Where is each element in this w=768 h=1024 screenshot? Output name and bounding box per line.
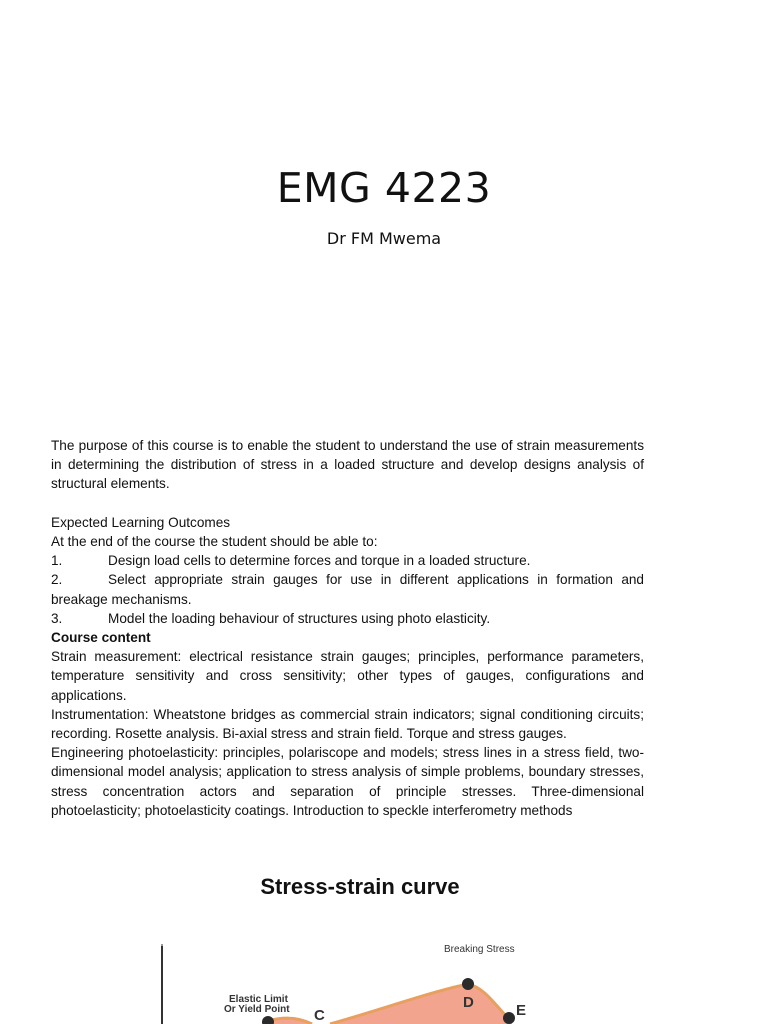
purpose-paragraph: The purpose of this course is to enable the student to understand the use of strain measurements in determining the distribution of stress in a loaded structure and develop designs analysis of structural elements. xyxy=(51,438,644,492)
outcome-number: 3. xyxy=(51,610,63,626)
outcome-item xyxy=(51,609,644,628)
outcomes-intro: At the end of the course the student should be able to: xyxy=(51,534,378,549)
content-paragraph: Instrumentation: Wheatstone bridges as commercial strain indicators; signal conditioning circuits; recording. Rosette analysis. Bi-axial stress and strain field. Torque and stress gauges. xyxy=(51,706,644,742)
point-e-label: E xyxy=(516,1002,527,1019)
author-name: Dr FM Mwema xyxy=(326,229,442,248)
outcome-text: Select appropriate strain gauges for use in different applications in formation and breakage mechanisms. xyxy=(51,572,644,607)
outcome-number: 2. xyxy=(51,572,63,588)
content-paragraph: Strain measurement: electrical resistance strain gauges; principles, performance parameters, temperature sensitivity and cross sensitivity; other types of gauges, configurations and applications. xyxy=(51,649,644,703)
outcomes-heading: Expected Learning Outcomes xyxy=(51,514,231,530)
breaking-stress-label: Breaking Stress xyxy=(444,944,515,955)
paragraph-gap xyxy=(51,494,644,513)
point-d-label: D xyxy=(463,994,474,1011)
stress-strain-diagram xyxy=(0,930,768,1024)
content-paragraph: Engineering photoelasticity: principles, polariscope and models; stress lines in a stress field, two-dimensional model analysis; application to stress analysis of simple problems, boundary stresses, stress concentration actors and separation of principle stresses. Three-dimensional photoelasticity; photoelasticity coatings. Introduction to speckle interferometry methods xyxy=(51,745,644,818)
point-d-marker xyxy=(462,978,474,990)
outcome-item xyxy=(51,570,644,608)
point-c-label: C xyxy=(314,1007,325,1024)
curve-fill-area xyxy=(268,984,512,1024)
outcome-text: Design load cells to determine forces and torque in a loaded structure. xyxy=(108,553,531,569)
course-content-heading: Course content xyxy=(51,630,151,646)
elastic-limit-point xyxy=(262,1016,274,1024)
outcome-text: Model the loading behaviour of structures using photo elasticity. xyxy=(108,610,491,626)
document-title: EMG 4223 xyxy=(276,164,492,212)
document-body xyxy=(51,436,644,820)
outcome-item xyxy=(51,551,644,570)
point-e-marker xyxy=(503,1012,515,1024)
outcome-number: 1. xyxy=(51,553,63,569)
yield-point-label: Or Yield Point xyxy=(224,1004,290,1015)
stress-strain-figure xyxy=(0,930,768,1024)
elastic-limit-label: Elastic Limit xyxy=(229,994,288,1005)
figure-title: Stress-strain curve xyxy=(260,874,460,899)
